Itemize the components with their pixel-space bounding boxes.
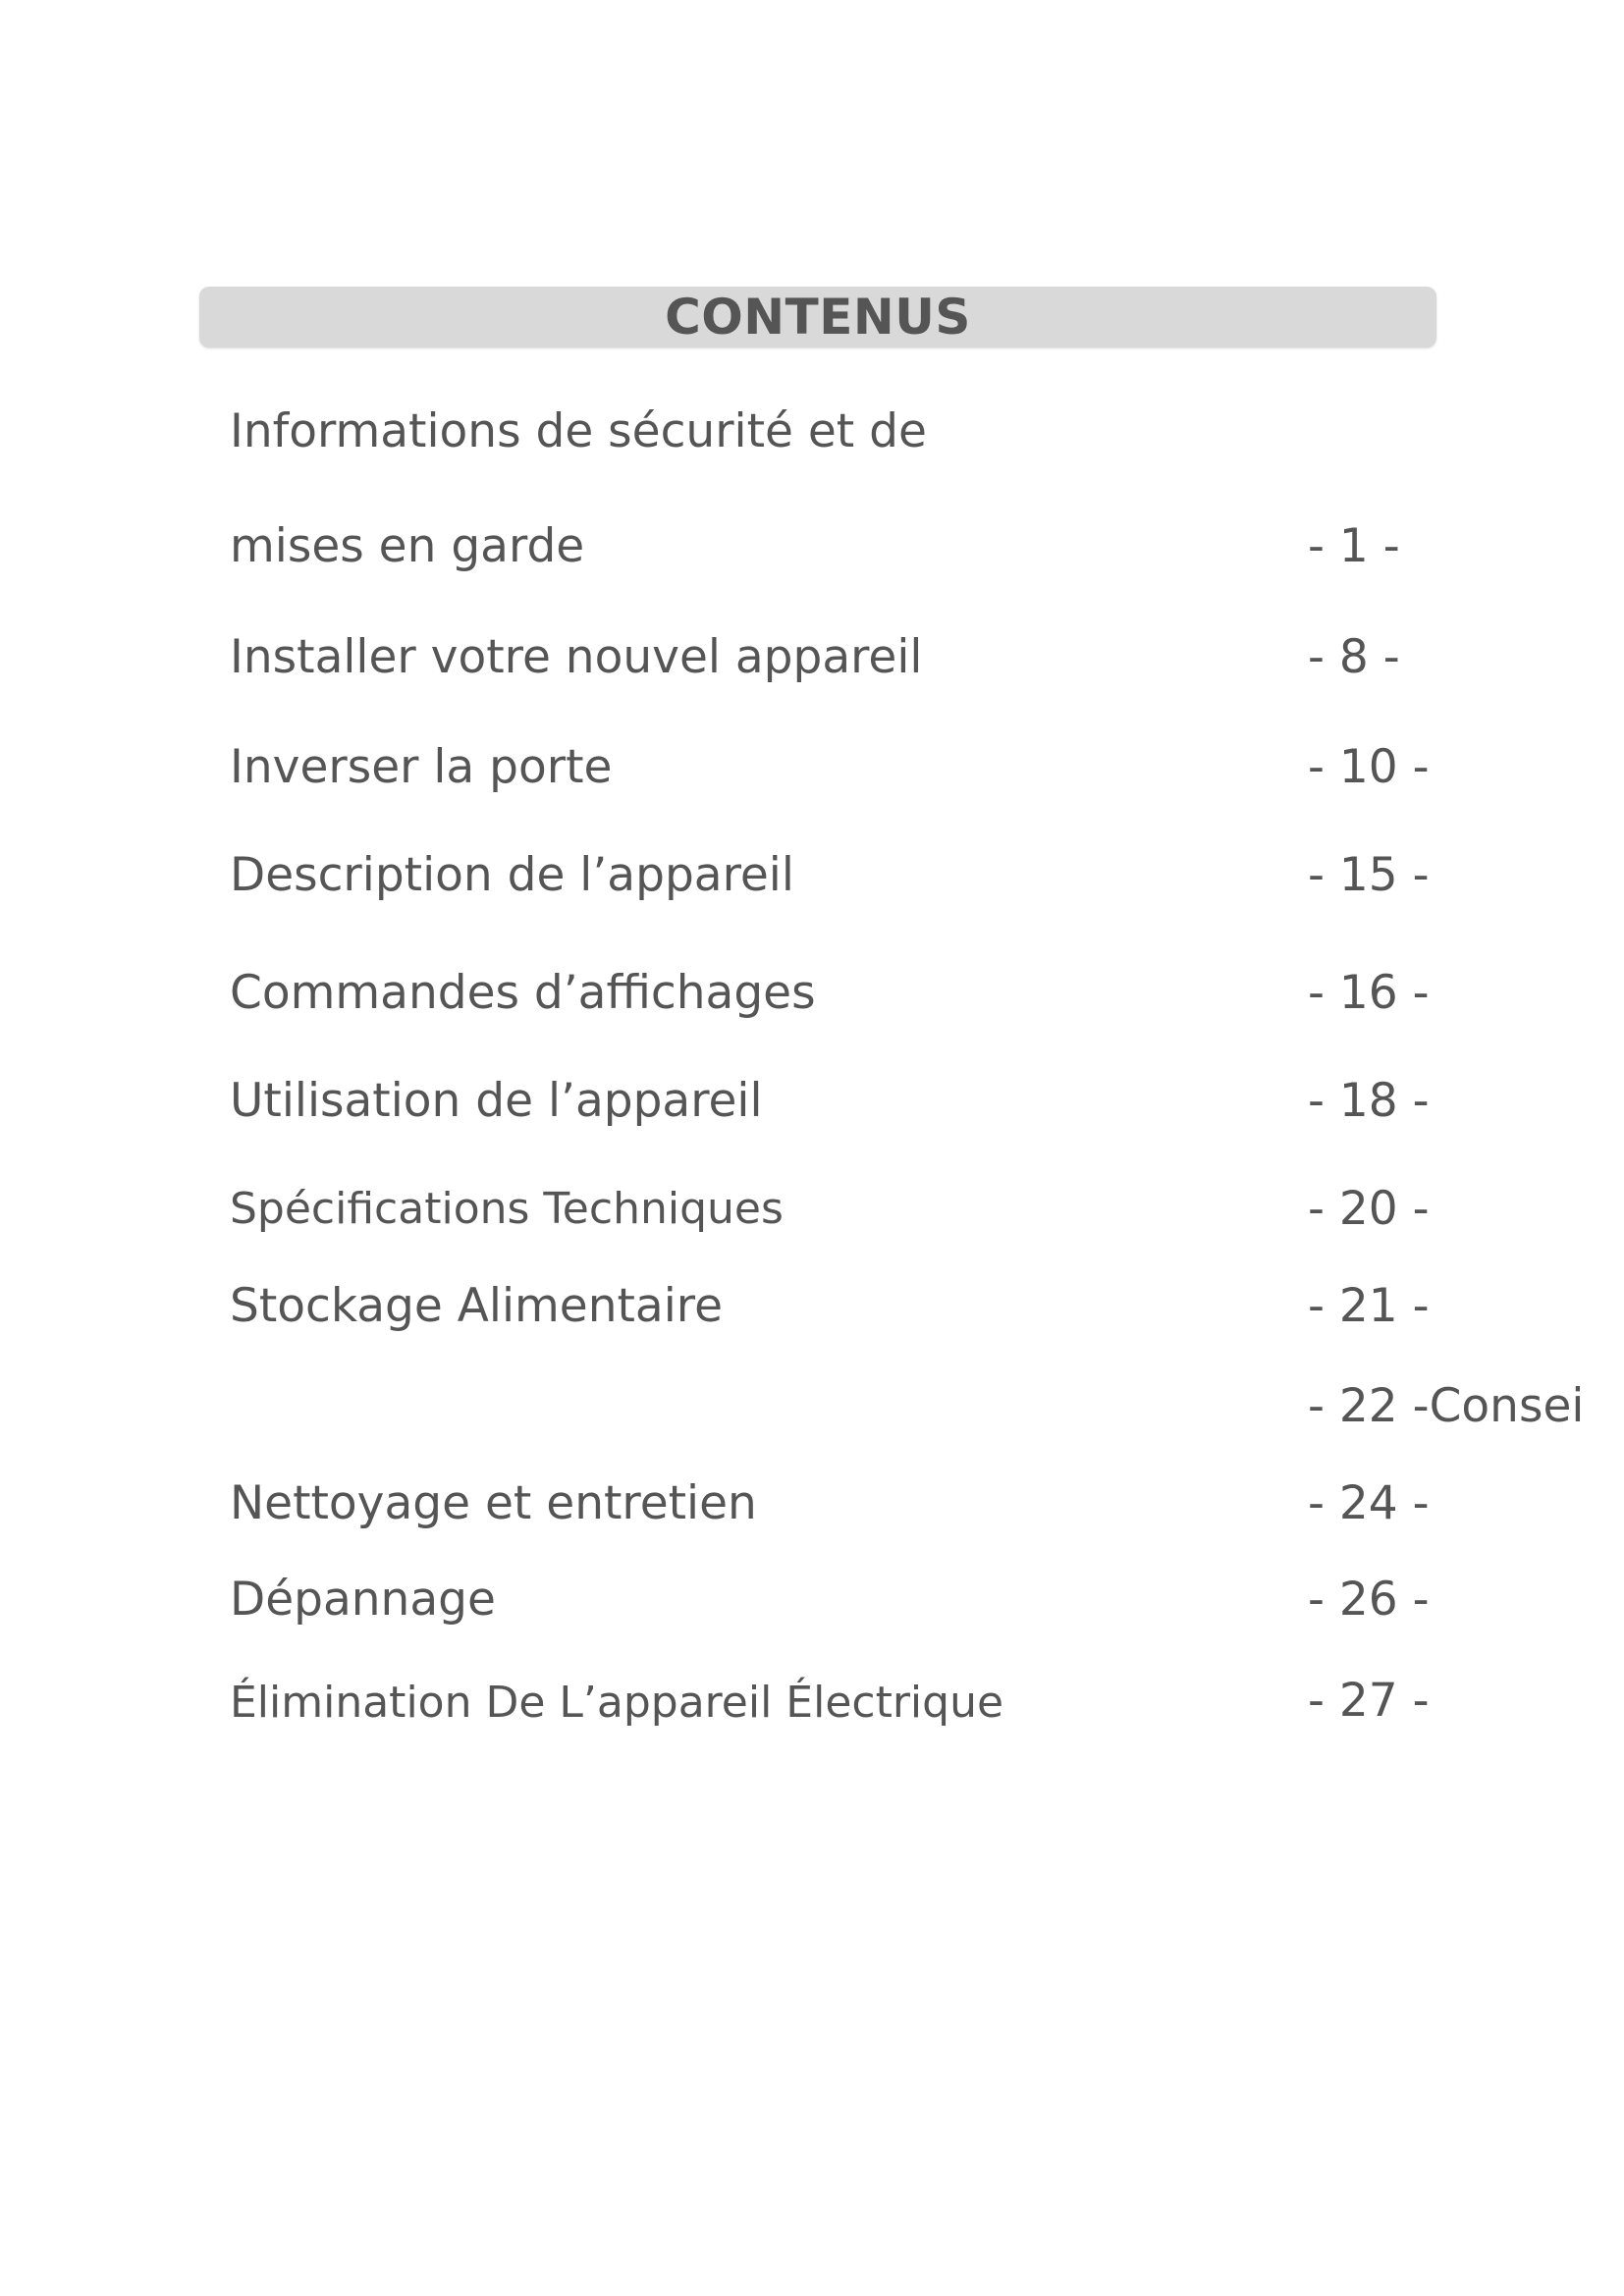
toc-entry-title[interactable]: Spécifications Techniques xyxy=(230,1184,784,1234)
toc-entry-title[interactable]: Inverser la porte xyxy=(230,740,613,794)
toc-entry-page[interactable]: - 27 - xyxy=(1308,1674,1430,1728)
contents-header-bar xyxy=(199,287,1436,347)
toc-entry-title[interactable]: Élimination De L’appareil Électrique xyxy=(230,1678,1004,1728)
toc-entry-page[interactable]: - 16 - xyxy=(1308,966,1430,1020)
toc-entry-page[interactable]: - 20 - xyxy=(1308,1182,1430,1236)
toc-entry-page[interactable]: - 22 -Consei xyxy=(1308,1379,1585,1433)
toc-entry-title[interactable]: Commandes d’affichages xyxy=(230,966,816,1020)
contents-title: CONTENUS xyxy=(665,289,971,346)
toc-entry-title[interactable]: Installer votre nouvel appareil xyxy=(230,630,923,684)
toc-entry-page[interactable]: - 18 - xyxy=(1308,1074,1430,1128)
toc-entry-page[interactable]: - 24 - xyxy=(1308,1476,1430,1530)
toc-entry-page[interactable]: - 26 - xyxy=(1308,1573,1430,1627)
toc-entry-title[interactable]: Nettoyage et entretien xyxy=(230,1476,757,1530)
toc-entry-page[interactable]: - 21 - xyxy=(1308,1279,1430,1333)
toc-entry-title[interactable]: Utilisation de l’appareil xyxy=(230,1074,763,1128)
toc-entry-page[interactable]: - 10 - xyxy=(1308,740,1430,794)
toc-entry-title[interactable]: Informations de sécurité et de xyxy=(230,404,927,458)
toc-entry-page[interactable]: - 15 - xyxy=(1308,848,1430,902)
toc-entry-page[interactable]: - 8 - xyxy=(1308,630,1400,684)
toc-entry-title[interactable]: Stockage Alimentaire xyxy=(230,1279,723,1333)
toc-entry-title[interactable]: mises en garde xyxy=(230,519,585,573)
toc-entry-page[interactable]: - 1 - xyxy=(1308,519,1400,573)
toc-entry-title[interactable]: Description de l’appareil xyxy=(230,848,794,902)
toc-entry-title[interactable]: Dépannage xyxy=(230,1573,496,1627)
